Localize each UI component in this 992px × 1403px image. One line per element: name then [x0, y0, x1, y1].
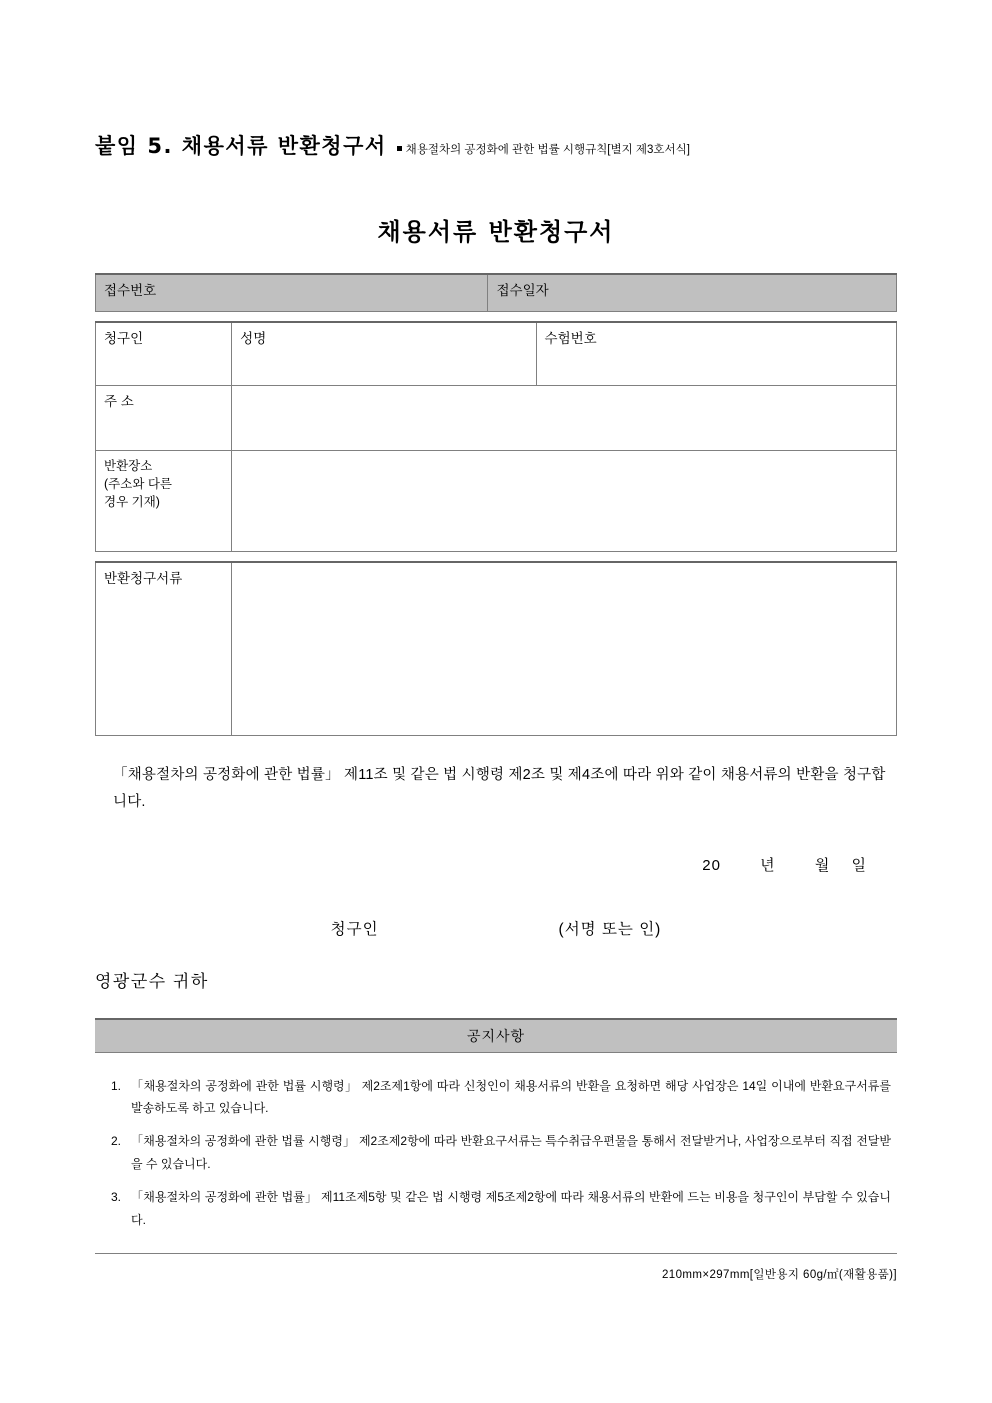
address-label: 주 소: [96, 386, 232, 451]
notice-text: 「채용절차의 공정화에 관한 법률 시행령」 제2조제1항에 따라 신청인이 채용서류의 반환을 요청하면 해당 사업장은 14일 이내에 반환요구서류를 발송하도록 하고 있습니다.: [131, 1078, 891, 1116]
list-item: [101, 1075, 891, 1121]
page-title: 채용서류 반환청구서: [377, 218, 615, 246]
attachment-note-text: 채용절차의 공정화에 관한 법률 시행규칙[별지 제3호서식]: [405, 144, 690, 156]
attachment-heading: [95, 130, 897, 160]
notice-number: 2.: [110, 1134, 121, 1149]
table-row: [96, 274, 897, 312]
date-month-label: 월: [814, 856, 831, 874]
table-row: [96, 386, 897, 451]
receipt-table: [95, 273, 897, 312]
notice-number: 3.: [110, 1189, 121, 1204]
notice-text: 「채용절차의 공정화에 관한 법률 시행령」 제2조제2항에 따라 반환요구서류는 특수취급우편물을 통해서 전달받거나, 사업장으로부터 직접 전달받을 수 있습니다.: [131, 1134, 891, 1172]
table-row: [96, 451, 897, 552]
bullet-square-icon: [397, 146, 402, 151]
table-row: [96, 562, 897, 736]
exam-number-label: 수험번호: [544, 331, 597, 346]
return-documents-table: [95, 561, 897, 736]
return-place-field[interactable]: [232, 451, 897, 552]
date-year-label: 년: [760, 856, 776, 874]
claimant-table: [95, 321, 897, 552]
attachment-note: [397, 141, 690, 160]
name-label: 성명: [240, 331, 267, 346]
date-line: [95, 854, 897, 875]
date-day-label: 일: [851, 856, 867, 874]
notice-heading: 공지사항: [95, 1018, 897, 1053]
claimant-label: 청구인: [96, 322, 232, 386]
signature-row: [95, 917, 897, 939]
return-docs-label: 반환청구서류: [96, 562, 232, 736]
notice-list: [95, 1053, 897, 1232]
paper-spec: 210mm×297mm[일반용지 60g/㎡(재활용품)]: [661, 1269, 897, 1282]
return-place-label-line1: 반환장소: [104, 459, 153, 473]
signature-seal-label: (서명 또는 인): [558, 920, 662, 938]
date-year-prefix: 20: [702, 856, 721, 874]
list-item: [101, 1186, 891, 1232]
return-docs-field[interactable]: [232, 562, 897, 736]
attachment-title: 붙임 5. 채용서류 반환청구서: [95, 134, 387, 158]
signature-claimant-label: 청구인: [330, 920, 379, 938]
table-row: [96, 322, 897, 386]
notice-text: 「채용절차의 공정화에 관한 법률」 제11조제5항 및 같은 법 시행령 제5조제2항에 따라 채용서류의 반환에 드는 비용을 청구인이 부담할 수 있습니다.: [131, 1189, 891, 1227]
statement-text: 「채용절차의 공정화에 관한 법률」 제11조 및 같은 법 시행령 제2조 및 제4조에 따라 위와 같이 채용서류의 반환을 청구합니다.: [113, 767, 886, 810]
receipt-date-label: 접수일자: [488, 274, 897, 312]
notice-number: 1.: [110, 1078, 121, 1093]
addressee: 영광군수 귀하: [95, 971, 209, 991]
list-item: [101, 1130, 891, 1176]
address-field[interactable]: [232, 386, 897, 451]
receipt-number-label: 접수번호: [96, 274, 488, 312]
return-place-label: [96, 451, 232, 552]
return-place-label-line3: 경우 기재): [104, 495, 160, 510]
return-place-label-line2: (주소와 다른: [104, 477, 173, 492]
exam-number-field[interactable]: [536, 322, 896, 386]
name-field[interactable]: [232, 322, 536, 386]
